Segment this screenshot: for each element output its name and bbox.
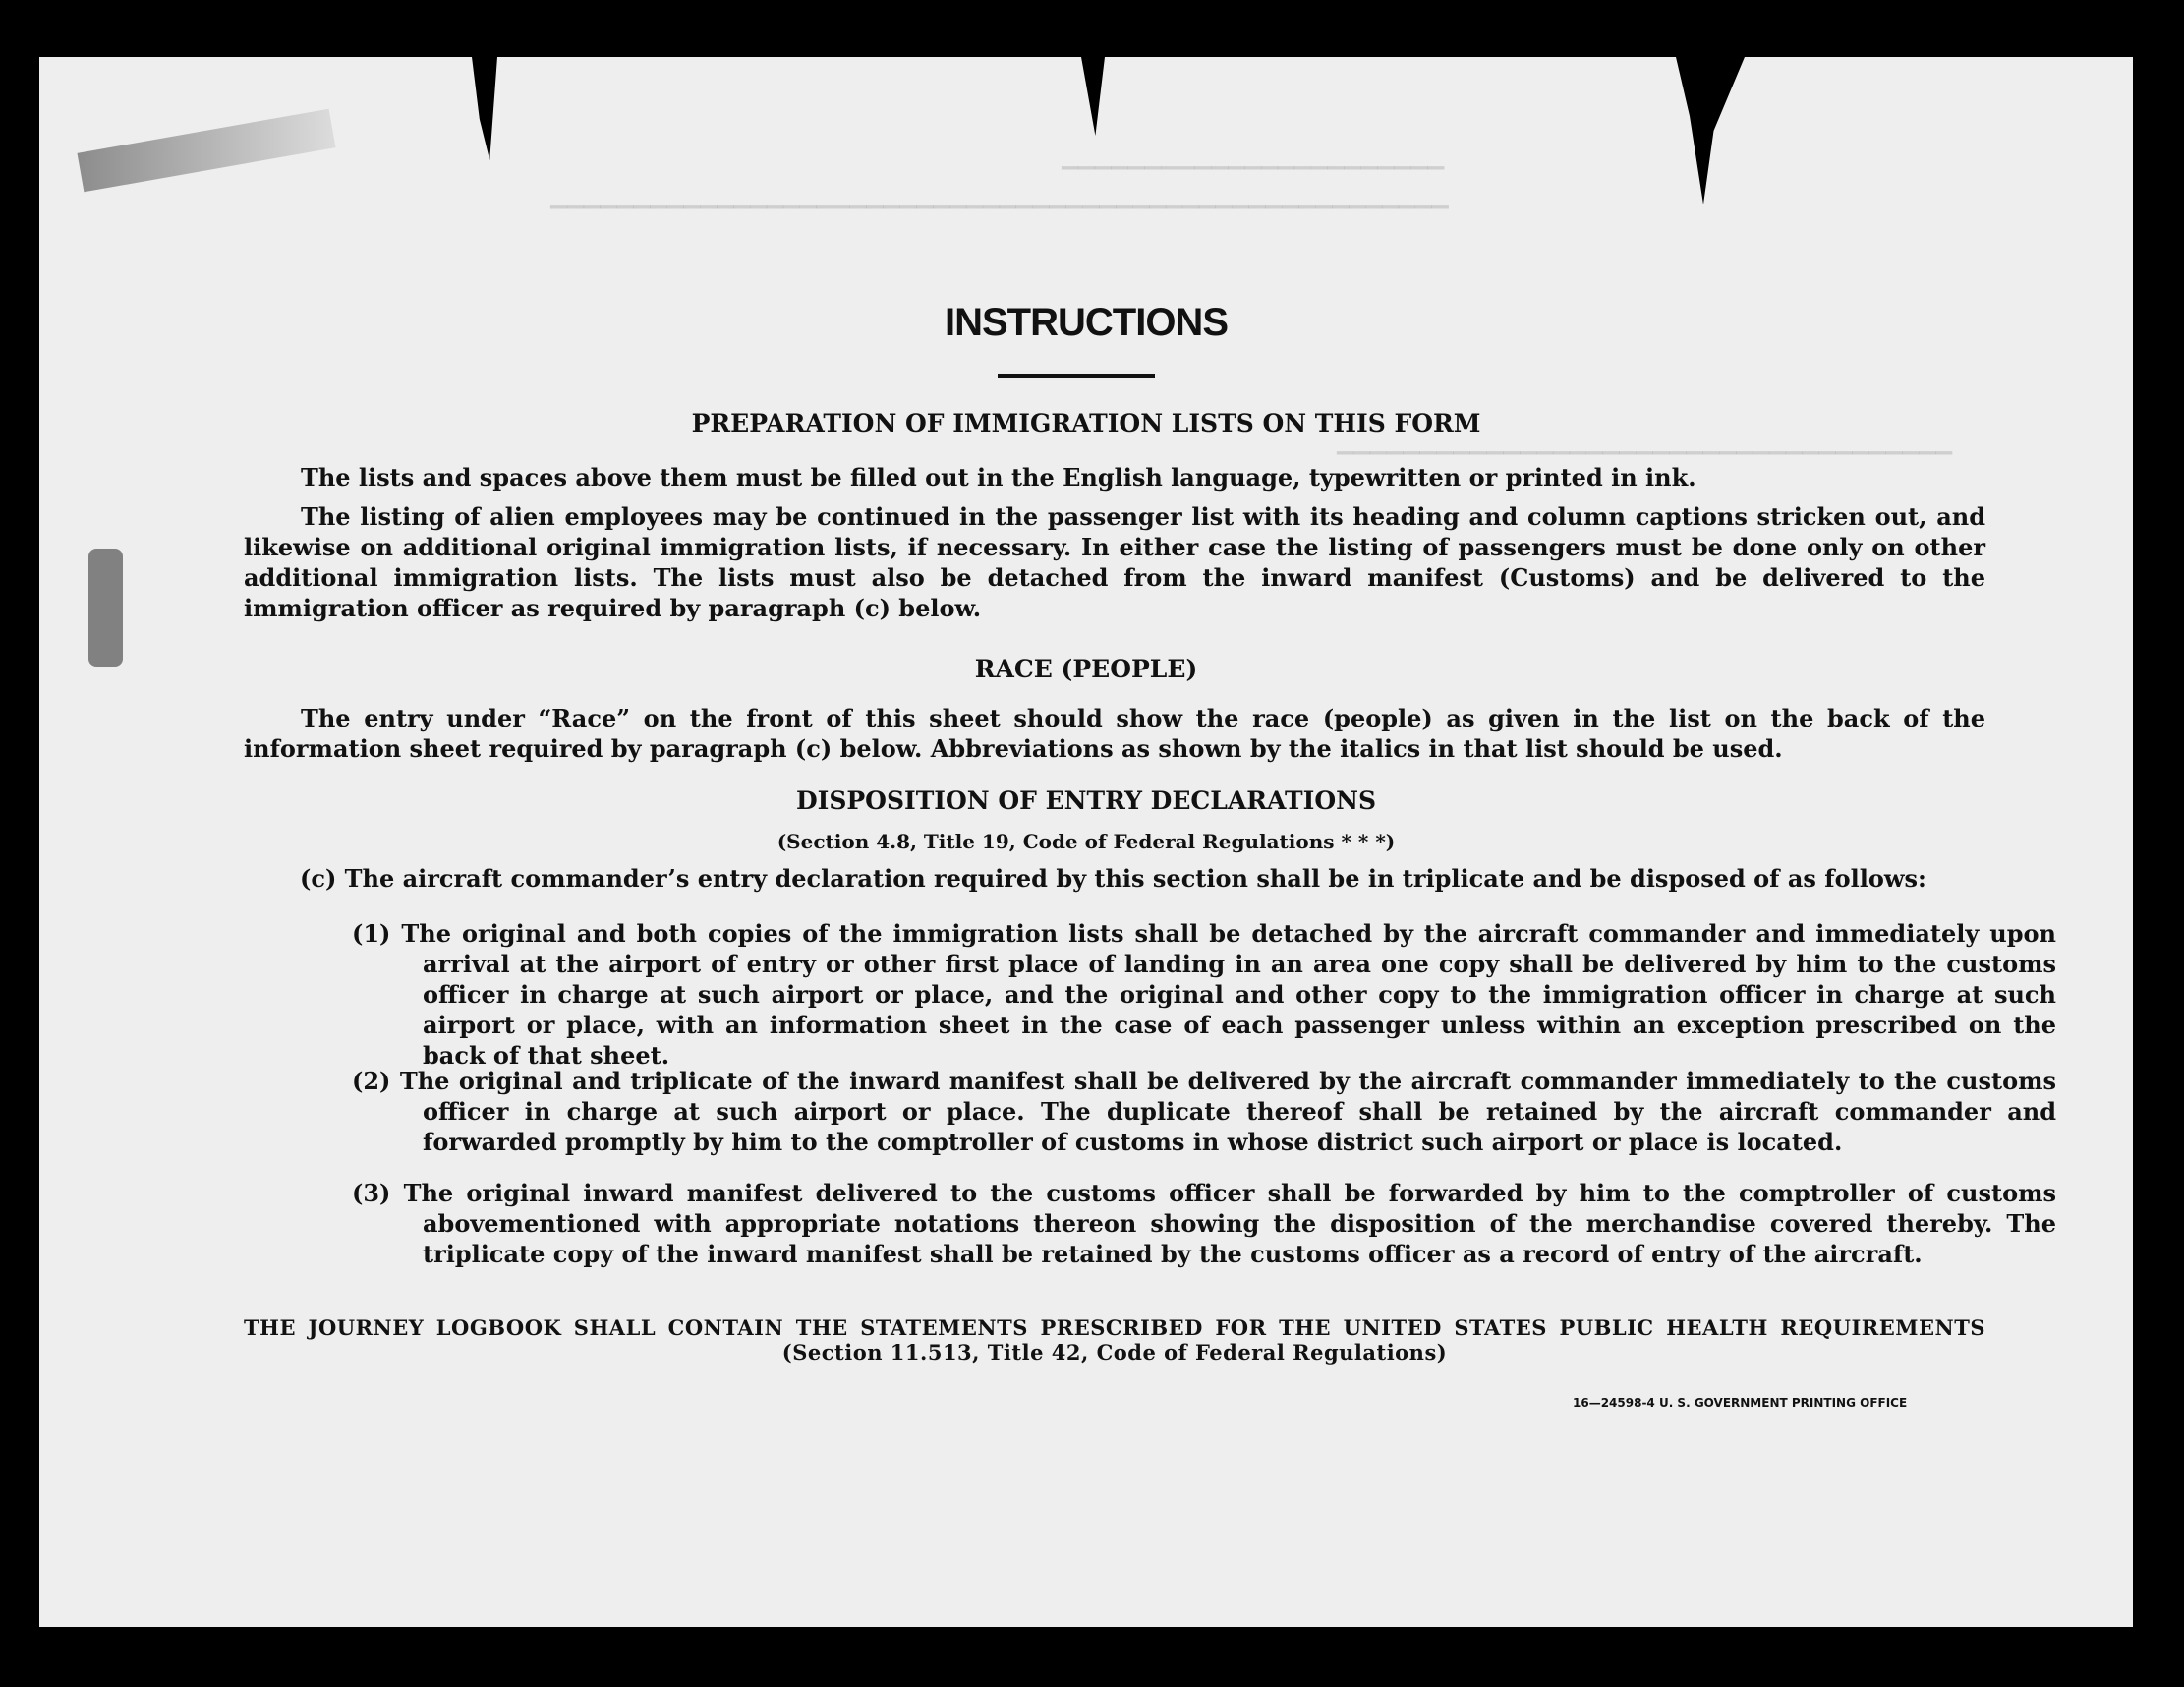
title-underline [998, 374, 1155, 378]
paragraph-preparation-2: The listing of alien employees may be continued in the passenger list with its heading and column captions stricken out, and likewise on additional original immigration lists, if necessary. In either case the listing of passengers must be done only on other additional immigration lists. The lists must also be detached from the inward manifest (Customs) and be delivered to the immigration officer as required by paragraph (c) below. [244, 502, 1985, 622]
list-item: (1) The original and both copies of the immigration lists shall be detached by the aircraft commander and immediately upon arrival at the airport of entry or other first place of landing in an area one copy shall be delivered by him to the customs officer in charge at such airport or place, and the original and other copy to the immigration officer in charge at such airport or place, with an information sheet in the case of each passenger unless within an exception prescribed on the back of that sheet. [352, 919, 2056, 1070]
perforation-line [39, 1620, 2133, 1624]
bleed-through: ▁▁▁▁▁▁▁▁▁▁▁▁▁▁▁▁▁▁▁▁▁▁▁ [1062, 145, 1445, 170]
torn-edge [1081, 57, 1105, 136]
footer-line: THE JOURNEY LOGBOOK SHALL CONTAIN THE STATEMENTS PRESCRIBED FOR THE UNITED STATES PUBLIC HEALTH REQUIREMENTS [244, 1315, 1985, 1340]
printer-mark: 16—24598-4 U. S. GOVERNMENT PRINTING OFFICE [1573, 1396, 1908, 1410]
ink-stain [88, 549, 123, 667]
list-item: (3) The original inward manifest delivered to the customs officer shall be forwarded by him to the comptroller of customs abovementioned with appropriate notations thereon showing the disposition of the merchandise covered thereby. The triplicate copy of the inward manifest shall be retained by the customs officer as a record of entry of the aircraft. [352, 1179, 2056, 1268]
regulation-citation: (Section 4.8, Title 19, Code of Federal Regulations * * *) [776, 830, 1396, 853]
paragraph-disposition-intro: (c) The aircraft commander’s entry declaration required by this section shall be in triplicate and be disposed of as follows: [300, 864, 1926, 893]
bleed-through: ▁▁▁▁▁▁▁▁▁▁▁▁▁▁▁▁▁▁▁▁▁▁▁▁▁▁▁▁▁▁▁▁▁▁▁▁▁▁▁▁▁▁▁▁▁▁▁▁▁▁▁▁▁▁ [550, 185, 1449, 209]
paragraph-preparation-1: The lists and spaces above them must be filled out in the English language, typewritten or printed in ink. [301, 463, 1696, 492]
footer-statement [244, 1315, 1985, 1365]
torn-edge [472, 57, 497, 160]
paragraph-race: The entry under “Race” on the front of this sheet should show the race (people) as given in the list on the back of the information sheet required by paragraph (c) below. Abbreviations as shown by the italics in that list should be used. [244, 704, 1985, 763]
bleed-through: ▁▁▁▁▁▁▁▁▁▁▁▁▁▁▁▁▁▁▁▁▁▁▁▁▁▁▁▁▁▁▁▁▁▁▁▁▁ [1337, 431, 1953, 455]
section-heading-race: RACE (PEOPLE) [974, 655, 1198, 683]
ink-smudge [78, 109, 336, 193]
list-item: (2) The original and triplicate of the inward manifest shall be delivered by the aircraft commander immediately to the customs officer in charge at such airport or place. The duplicate thereof shall be retained by the aircraft commander and forwarded promptly by him to the comptroller of customs in whose district such airport or place is located. [352, 1067, 2056, 1156]
footer-citation: (Section 11.513, Title 42, Code of Federal Regulations) [781, 1340, 1448, 1365]
section-heading-disposition: DISPOSITION OF ENTRY DECLARATIONS [795, 786, 1377, 815]
page-title: INSTRUCTIONS [945, 301, 1228, 344]
document-sheet [39, 57, 2133, 1627]
section-heading-preparation: PREPARATION OF IMMIGRATION LISTS ON THIS FORM [691, 409, 1481, 437]
torn-edge [1676, 57, 1745, 204]
